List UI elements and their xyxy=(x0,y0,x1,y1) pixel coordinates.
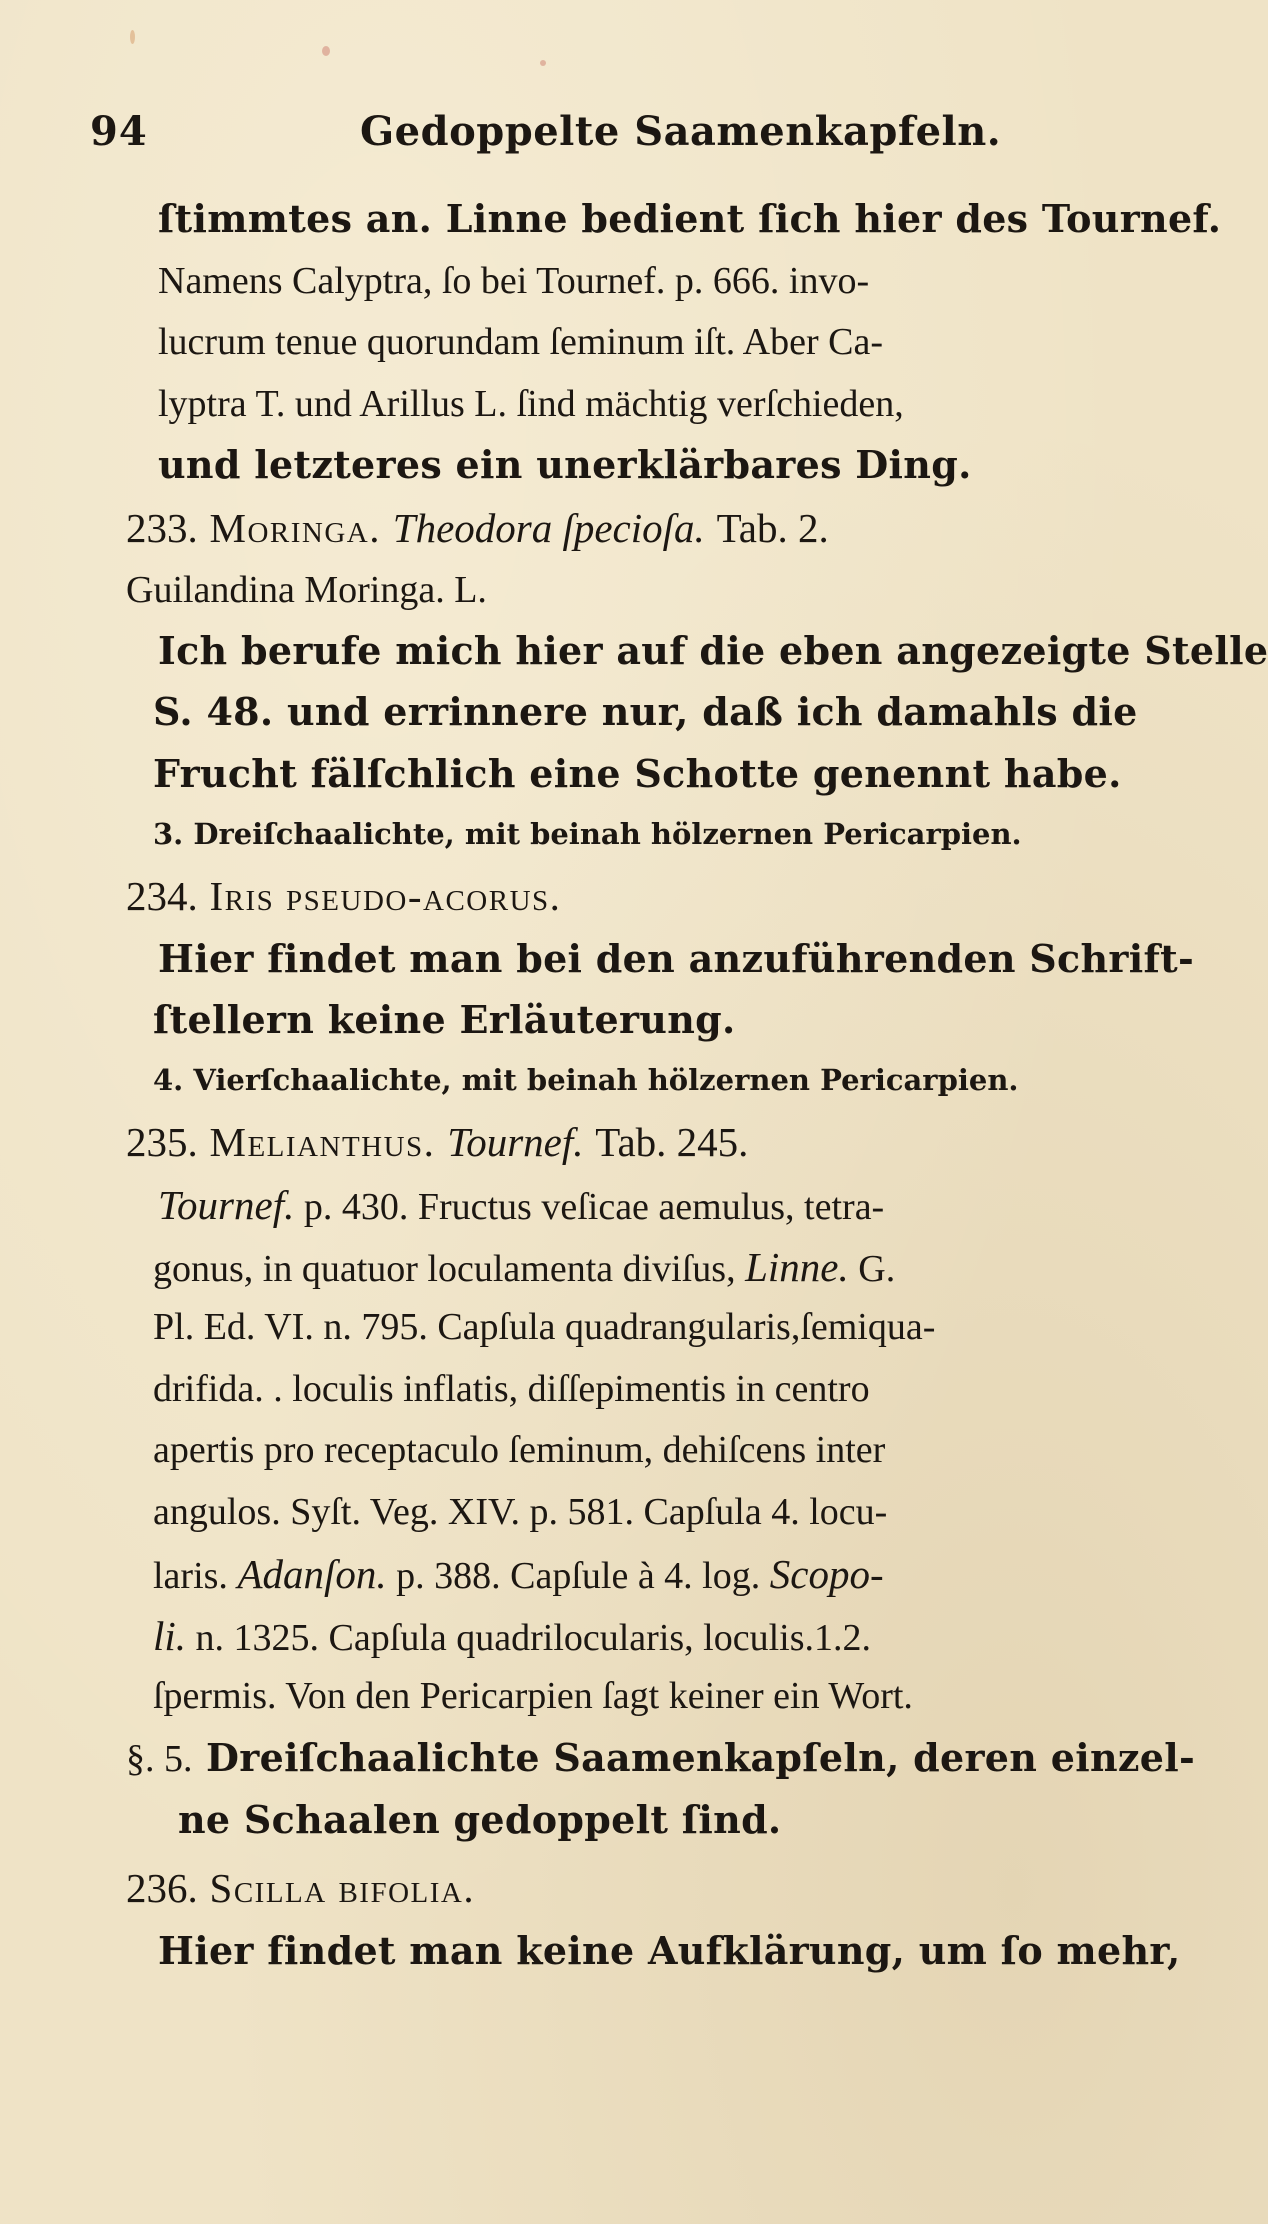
section-title-cont: ne Schaalen gedoppelt ſind. xyxy=(178,1797,782,1842)
text-span: gonus, in quatuor loculamenta diviſus, xyxy=(153,1248,746,1290)
text-span: laris. xyxy=(153,1555,238,1597)
entry-235 xyxy=(126,1119,749,1165)
author-citation: Linne. xyxy=(745,1244,849,1290)
entry-number: 235. xyxy=(126,1119,198,1165)
entry-plate: Tab. 245. xyxy=(595,1119,749,1165)
text-line: lucrum tenue quorundam ſeminum iſt. Aber Ca- xyxy=(158,321,884,363)
text-line: Guilandina Moringa. L. xyxy=(126,569,487,611)
page-body xyxy=(126,0,1268,2224)
text-line xyxy=(158,1182,885,1228)
entry-233 xyxy=(126,505,829,551)
entry-236 xyxy=(126,1865,476,1911)
text-line: und letzteres ein unerklärbares Ding. xyxy=(158,442,972,487)
ink-stain xyxy=(130,30,135,44)
entry-number: 233. xyxy=(126,505,198,551)
text-span: ſpermis. Von den Pericarpien ſagt keiner ein Wort. xyxy=(153,1675,913,1717)
entry-title: Scilla bifolia. xyxy=(209,1865,476,1911)
author-citation: Tournef. xyxy=(158,1182,295,1228)
text-line xyxy=(153,1551,884,1597)
text-line: Namens Calyptra, ſo bei Tournef. p. 666. invo- xyxy=(158,260,870,302)
entry-number: 236. xyxy=(126,1865,198,1911)
text-line: Hier findet man keine Aufklärung, um ſo mehr, xyxy=(158,1928,1181,1973)
text-line xyxy=(153,1244,896,1290)
author-citation: Adanſon. xyxy=(237,1551,387,1597)
text-line: apertis pro receptaculo ſeminum, dehiſcens inter xyxy=(153,1429,886,1471)
text-line: ſtellern keine Erläuterung. xyxy=(153,997,736,1042)
entry-title: Moringa. xyxy=(209,505,381,551)
author-citation: li. xyxy=(153,1613,187,1659)
entry-234 xyxy=(126,873,562,919)
text-line xyxy=(153,1677,913,1715)
text-span: p. 388. Capſule à 4. log. xyxy=(386,1555,770,1597)
page-number: 94 xyxy=(90,108,148,155)
entry-synonym: Theodora ſpecioſa. xyxy=(392,505,705,551)
entry-synonym: Tournef. xyxy=(447,1119,584,1165)
subsection-heading: 3. Dreiſchaalichte, mit beinah hölzernen Pericarpien. xyxy=(153,817,1022,851)
section-heading xyxy=(126,1735,1196,1780)
entry-title: Iris pseudo-acorus. xyxy=(209,873,562,919)
entry-number: 234. xyxy=(126,873,198,919)
text-line: S. 48. und errinnere nur, daß ich damahls die xyxy=(153,689,1138,734)
text-line xyxy=(153,1613,871,1659)
section-number: §. 5. xyxy=(126,1738,193,1780)
section-title: Dreiſchaalichte Saamenkapſeln, deren einzel- xyxy=(192,1735,1196,1780)
author-citation: Scopo- xyxy=(769,1551,884,1597)
text-line: Ich berufe mich hier auf die eben angezeigte Stelle xyxy=(158,628,1268,673)
entry-plate: Tab. 2. xyxy=(716,505,829,551)
text-line: Frucht fälſchlich eine Schotte genennt habe. xyxy=(153,751,1122,796)
text-span: n. 1325. Capſula quadrilocularis, loculis.1.2. xyxy=(186,1617,871,1659)
text-line: ſtimmtes an. Linne bedient ſich hier des Tournef. xyxy=(158,196,1222,241)
text-line: Hier findet man bei den anzuführenden Schrift- xyxy=(158,936,1195,981)
subsection-heading: 4. Vierſchaalichte, mit beinah hölzernen Pericarpien. xyxy=(153,1063,1019,1097)
entry-title: Melianthus. xyxy=(209,1119,436,1165)
text-line: Pl. Ed. VI. n. 795. Capſula quadrangularis,ſemiqua- xyxy=(153,1306,936,1348)
running-title: Gedoppelte Saamenkapfeln. xyxy=(360,108,1002,155)
text-line: drifida. . loculis inflatis, diſſepimentis in centro xyxy=(153,1368,870,1410)
text-span: p. 430. Fructus veſicae aemulus, tetra- xyxy=(294,1186,885,1228)
text-line: lyptra T. und Arillus L. ſind mächtig verſchieden, xyxy=(158,383,904,425)
text-span: G. xyxy=(848,1248,896,1290)
text-line: angulos. Syſt. Veg. XIV. p. 581. Capſula 4. locu- xyxy=(153,1491,888,1533)
